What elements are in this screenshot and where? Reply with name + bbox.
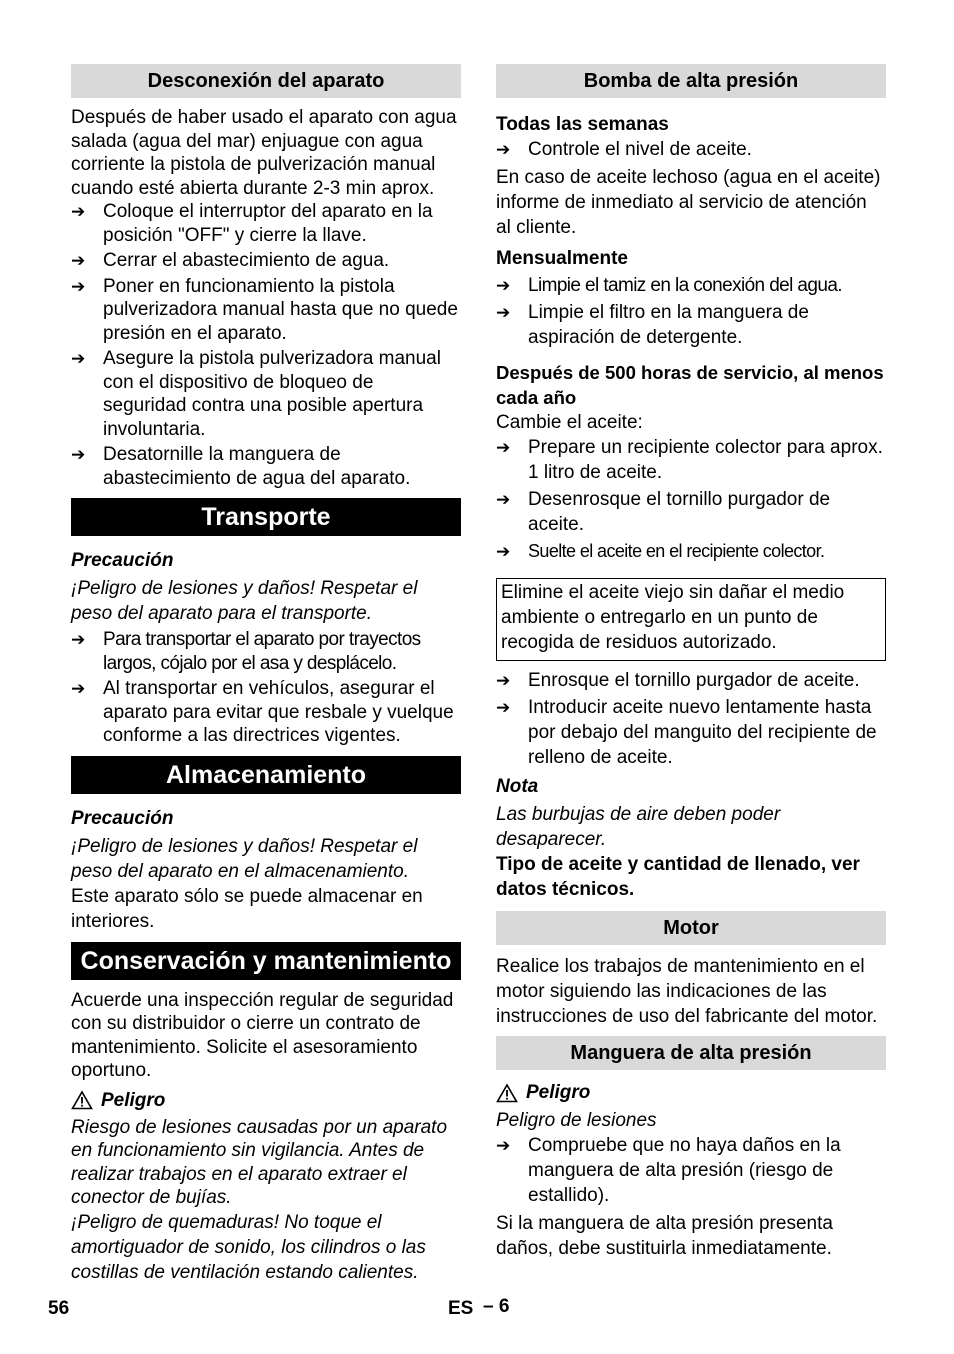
arrow-right-icon: ➔: [496, 671, 511, 690]
list-item: ➔ Asegure la pistola pulverizadora manual con el dispositivo de bloqueo de seguridad contra una posible apertura involuntaria.: [71, 348, 441, 440]
list-item: ➔ Suelte el aceite en el recipiente colector.: [496, 539, 886, 564]
section-heading-motor: Motor: [496, 911, 886, 945]
list-item: ➔ Compruebe que no haya daños en la manguera de alta presión (riesgo de estallido).: [496, 1135, 841, 1206]
weekly-text: En caso de aceite lechoso (agua en el aceite) informe de inmediato al servicio de atención al cliente.: [496, 167, 881, 238]
motor-text: Realice los trabajos de mantenimiento en el motor siguiendo las indicaciones de las instrucciones de uso del fabricante del motor.: [496, 956, 878, 1027]
section-heading-manguera: Manguera de alta presión: [496, 1036, 886, 1070]
subheading-yearly: Después de 500 horas de servicio, al menos cada año: [496, 362, 884, 408]
danger-text: ¡Peligro de quemaduras! No toque el amortiguador de sonido, los cilindros o las costillas de ventilación estando calientes.: [71, 1211, 426, 1283]
danger-heading: Peligro: [71, 1088, 461, 1113]
oil-type-note: Tipo de aceite y cantidad de llenado, ver datos técnicos.: [496, 854, 860, 900]
list-item: ➔ Desatornille la manguera de abastecimiento de agua del aparato.: [71, 444, 411, 489]
danger-heading: Peligro: [496, 1080, 886, 1105]
arrow-right-icon: ➔: [496, 303, 511, 322]
left-column: [71, 64, 461, 1285]
hose-text: Si la manguera de alta presión presenta daños, debe sustituirla inmediatamente.: [496, 1213, 833, 1259]
warning-triangle-icon: [496, 1083, 518, 1103]
arrow-right-icon: ➔: [71, 276, 86, 296]
list-item: ➔ Para transportar el aparato por trayectos largos, cójalo por el asa y desplácelo.: [71, 629, 421, 674]
arrow-right-icon: ➔: [496, 1136, 511, 1155]
arrow-right-icon: ➔: [496, 490, 511, 509]
section-heading-desconexion: Desconexión del aparato: [71, 64, 461, 98]
section-heading-conservacion: Conservación y mantenimiento: [71, 942, 461, 980]
section-page: – 6: [483, 1296, 510, 1317]
list-item: ➔ Limpie el tamiz en la conexión del agua.: [496, 275, 842, 296]
danger-text: Peligro de lesiones: [496, 1110, 657, 1131]
list-item: ➔ Desenrosque el tornillo purgador de aceite.: [496, 489, 831, 535]
warning-triangle-icon: [71, 1090, 93, 1110]
arrow-right-icon: ➔: [71, 251, 86, 270]
storage-text: Este aparato sólo se puede almacenar en interiores.: [71, 885, 423, 932]
arrow-right-icon: ➔: [71, 349, 86, 368]
environment-notice-box: Elimine el aceite viejo sin dañar el medio ambiente o entregarlo en un punto de recogida de residuos autorizado.: [496, 578, 886, 661]
page-number: 56: [48, 1298, 70, 1319]
maintenance-intro: Acuerde una inspección regular de seguridad con su distribuidor o cierre un contrato de mantenimiento. Solicite el asesoramiento oportuno.: [71, 989, 454, 1081]
note-text: Las burbujas de aire deben poder desaparecer.: [496, 804, 781, 850]
caution-text: ¡Peligro de lesiones y daños! Respetar el peso del aparato en el almacenamiento.: [71, 835, 418, 882]
arrow-right-icon: ➔: [496, 438, 511, 457]
danger-text: Riesgo de lesiones causadas por un aparato en funcionamiento sin vigilancia. Antes de realizar trabajos en el aparato extraer el conector de bujías.: [71, 1116, 448, 1208]
note-label: Nota: [496, 776, 539, 797]
arrow-right-icon: ➔: [496, 276, 510, 295]
arrow-right-icon: ➔: [71, 202, 86, 221]
arrow-right-icon: ➔: [71, 445, 86, 464]
list-item: ➔ Introducir aceite nuevo lentamente hasta por debajo del manguito del recipiente de relleno de aceite.: [496, 697, 877, 768]
list-item: ➔ Al transportar en vehículos, asegurar el aparato para evitar que resbale y vuelque conforme a las directrices vigentes.: [71, 678, 454, 746]
section-heading-almacenamiento: Almacenamiento: [71, 756, 461, 794]
section-heading-bomba: Bomba de alta presión: [496, 64, 886, 98]
language-code: ES: [448, 1298, 474, 1319]
arrow-right-icon: ➔: [496, 542, 510, 561]
arrow-right-icon: ➔: [71, 679, 86, 698]
yearly-text: Cambie el aceite:: [496, 412, 643, 433]
caution-text: ¡Peligro de lesiones y daños! Respetar el peso del aparato para el transporte.: [71, 578, 418, 624]
list-item: ➔ Limpie el filtro en la manguera de aspiración de detergente.: [496, 302, 809, 348]
list-item: ➔ Prepare un recipiente colector para aprox. 1 litro de aceite.: [496, 437, 883, 483]
arrow-right-icon: ➔: [496, 140, 511, 159]
right-column: [496, 64, 886, 1261]
list-item: ➔ Poner en funcionamiento la pistola pulverizadora manual hasta que no quede presión en el aparato.: [71, 275, 458, 344]
arrow-right-icon: ➔: [496, 698, 511, 717]
caution-label: Precaución: [71, 550, 174, 571]
list-item: ➔ Controle el nivel de aceite.: [496, 139, 752, 160]
desconexion-intro: Después de haber usado el aparato con agua salada (agua del mar) enjuague con agua corriente la pistola de pulverización manual cuando esté abierta durante 2-3 min aprox.: [71, 107, 457, 199]
caution-label: Precaución: [71, 807, 174, 829]
list-item: ➔ Enrosque el tornillo purgador de aceite.: [496, 670, 860, 691]
section-heading-transporte: Transporte: [71, 498, 461, 536]
arrow-right-icon: ➔: [71, 630, 85, 649]
list-item: ➔ Cerrar el abastecimiento de agua.: [71, 250, 390, 271]
subheading-weekly: Todas las semanas: [496, 114, 669, 135]
list-item: ➔ Coloque el interruptor del aparato en la posición "OFF" y cierre la llave.: [71, 201, 433, 246]
subheading-monthly: Mensualmente: [496, 248, 628, 269]
